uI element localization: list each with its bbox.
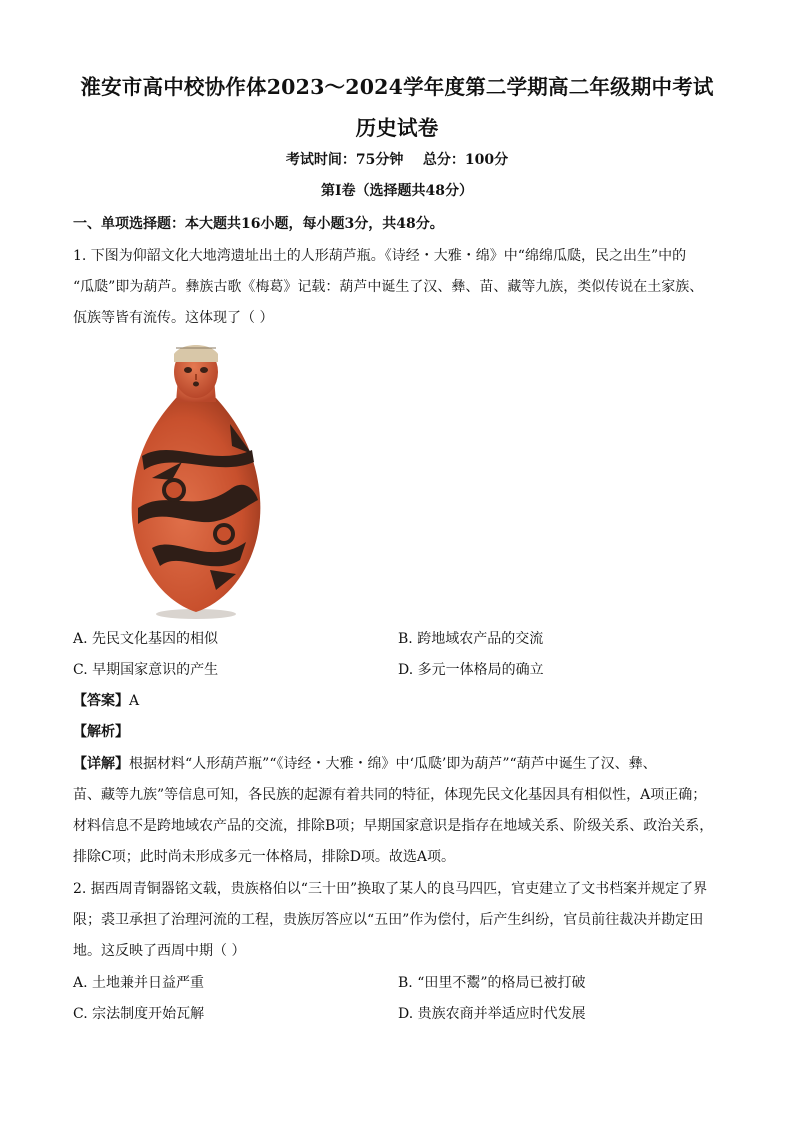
detail-line-1: [73, 753, 657, 773]
question-2-line-3: 地。这反映了西周中期（ ）: [73, 943, 246, 959]
answer-tag: 【答案】: [73, 693, 129, 709]
question-1-line-1: 1. 下图为仰韶文化大地湾遗址出土的人形葫芦瓶。《诗经・大雅・绵》中“绵绵瓜瓞，民之出生”中的: [73, 248, 687, 264]
q2-option-a: A. 土地兼并日益严重: [73, 975, 205, 991]
question-2-line-1: 2. 据西周青铜器铭文载，贵族格伯以“三十田”换取了某人的良马四匹，官吏建立了文书档案并规定了界: [73, 881, 708, 897]
option-d: D. 多元一体格局的确立: [398, 662, 544, 678]
detail-line-2: 苗、藏等九族”等信息可知，各民族的起源有着共同的特征，体现先民文化基因具有相似性，A项正确；: [73, 787, 707, 803]
option-b: B. 跨地域农产品的交流: [398, 631, 544, 647]
part-heading: 一、单项选择题：本大题共16小题，每小题3分，共48分。: [73, 216, 444, 232]
option-a: A. 先民文化基因的相似: [73, 631, 219, 647]
gourd-vase-image: [112, 338, 278, 620]
option-c: C. 早期国家意识的产生: [73, 662, 219, 678]
question-2-line-2: 限；裘卫承担了治理河流的工程，贵族厉答应以“五田”作为偿付，后产生纠纷，官员前往裁决并勘定田: [73, 912, 704, 928]
detail-text-1: 根据材料“人形葫芦瓶”“《诗经・大雅・绵》中‘瓜瓞’即为葫芦”“葫芦中诞生了汉、彝、: [129, 756, 657, 772]
exam-subtitle: 历史试卷: [355, 116, 439, 140]
q2-option-c: C. 宗法制度开始瓦解: [73, 1006, 205, 1022]
exam-title: 淮安市高中校协作体2023～2024学年度第二学期高二年级期中考试: [80, 75, 714, 99]
exam-info: 考试时间：75分钟 总分：100分: [285, 152, 509, 168]
q2-option-d: D. 贵族农商并举适应时代发展: [398, 1006, 586, 1022]
question-1-line-2: “瓜瓞”即为葫芦。彝族古歌《梅葛》记载：葫芦中诞生了汉、彝、苗、藏等九族，类似传说在土家族、: [73, 279, 704, 295]
detail-line-4: 排除C项；此时尚未形成多元一体格局，排除D项。故选A项。: [73, 849, 456, 865]
detail-line-3: 材料信息不是跨地域农产品的交流，排除B项；早期国家意识是指存在地域关系、阶级关系、政治关系，: [73, 818, 714, 834]
detail-tag: 【详解】: [73, 756, 129, 772]
q2-option-b: B. “田里不鬻”的格局已被打破: [398, 975, 586, 991]
answer-value: A: [129, 693, 140, 709]
section-heading: 第Ⅰ卷（选择题共48分）: [320, 183, 474, 199]
question-1-line-3: 佤族等皆有流传。这体现了（ ）: [73, 310, 274, 326]
answer-line: [73, 690, 139, 710]
analysis-tag: 【解析】: [73, 724, 129, 740]
